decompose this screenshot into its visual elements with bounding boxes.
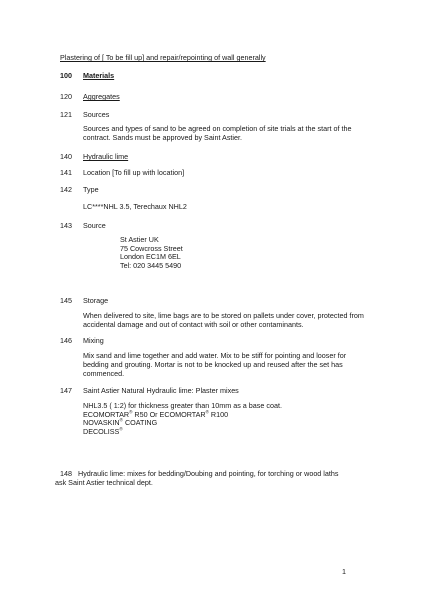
clause-title: Source	[83, 221, 106, 230]
clause-number: 141	[60, 168, 72, 177]
clause-148	[60, 469, 339, 478]
source-address	[120, 236, 183, 270]
clause-text: LC****NHL 3.5, Terechaux NHL2	[83, 202, 187, 211]
clause-title: Mixing	[83, 336, 104, 345]
clause-text: Hydraulic lime: mixes for bedding/Doubing and pointing, for torching or wood laths	[78, 469, 339, 478]
clause-number: 143	[60, 221, 72, 230]
address-line: Tel: 020 3445 5490	[120, 260, 182, 270]
clause-title: Hydraulic lime	[83, 152, 129, 161]
clause-number: 148	[60, 469, 72, 478]
clause-text: Mix sand and lime together and add water. Mix to be stiff for pointing and looser for bedding and grouting. Mortar is not to be knocked up and reused after the set has commenced.	[83, 351, 347, 378]
clause-number: 147	[60, 386, 72, 395]
plaster-mixes	[83, 402, 282, 436]
clause-number: 146	[60, 336, 72, 345]
clause-title: Type	[83, 185, 99, 194]
clause-number: 140	[60, 152, 72, 161]
address-line: 75 Cowcross Street	[120, 243, 183, 253]
document-title: Plastering of [ To be fill up] and repair/repointing of wall generally	[60, 53, 266, 62]
address-line: London EC1M 6EL	[120, 252, 181, 262]
address-line: St Astier UK	[120, 235, 159, 244]
clause-number: 120	[60, 92, 72, 101]
clause-number: 121	[60, 110, 72, 119]
clause-148-continuation: ask Saint Astier technical dept.	[55, 478, 153, 487]
section-number: 100	[60, 71, 72, 80]
clause-text: Sources and types of sand to be agreed on completion of site trials at the start of the contract. Sands must be approved by Saint Astier.	[83, 124, 352, 142]
clause-number: 145	[60, 296, 72, 305]
clause-title: Saint Astier Natural Hydraulic lime: Plaster mixes	[83, 386, 239, 395]
page-number: 1	[342, 567, 346, 576]
clause-title: Location [To fill up with location]	[83, 168, 185, 177]
clause-title: Storage	[83, 296, 109, 305]
mix-line: NOVASKIN® COATING	[83, 417, 158, 428]
clause-text: When delivered to site, lime bags are to be stored on pallets under cover, protected from accidental damage and out of contact with soil or other contaminants.	[83, 311, 364, 329]
clause-title: Sources	[83, 110, 110, 119]
clause-number: 142	[60, 185, 72, 194]
mix-line: ECOMORTAR® R50 Or ECOMORTAR® R100	[83, 409, 229, 419]
mix-line: NHL3.5 ( 1:2) for thickness greater than 10mm as a base coat.	[83, 401, 282, 410]
clause-title: Aggregates	[83, 92, 120, 101]
mix-line: DECOLISS®	[83, 426, 123, 436]
section-title: Materials	[83, 71, 115, 80]
